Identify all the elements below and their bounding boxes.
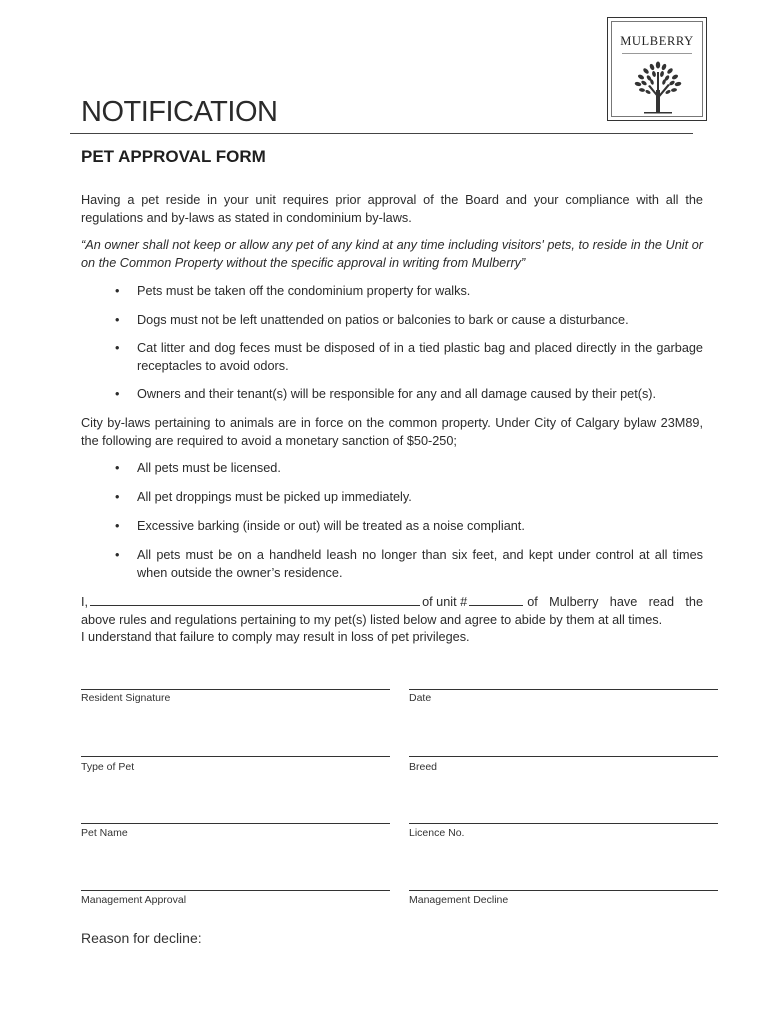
resident-signature-field[interactable]: [81, 689, 390, 690]
resident-signature-label: Resident Signature: [81, 692, 171, 704]
city-rule-text: All pets must be licensed.: [137, 461, 281, 475]
rule-text: Owners and their tenant(s) will be responsible for any and all damage caused by their pet(s).: [137, 387, 657, 401]
type-of-pet-label: Type of Pet: [81, 761, 135, 773]
management-decline-field[interactable]: [409, 890, 718, 891]
bullet-icon: •: [115, 341, 120, 355]
rule-item: [81, 312, 703, 330]
licence-no-label: Licence No.: [409, 827, 465, 839]
reason-for-decline-label: Reason for decline:: [81, 930, 202, 946]
agreement-paragraph: [81, 593, 703, 647]
tree-icon: [630, 58, 686, 116]
city-rule-item: [81, 547, 703, 582]
logo-text: MULBERRY: [620, 34, 694, 48]
bullet-icon: •: [115, 519, 120, 533]
mulberry-logo: [607, 17, 707, 121]
city-bylaws-paragraph: City by-laws pertaining to animals are in force on the common property. Under City of Calgary bylaw 23M89, the following are required to avoid a monetary sanction of $50-250;: [81, 416, 703, 448]
bullet-icon: •: [115, 461, 120, 475]
agreement-suffix: of Mulberry have read the: [527, 595, 703, 609]
rule-item: [81, 283, 703, 301]
type-of-pet-field[interactable]: [81, 756, 390, 757]
rule-item: [81, 386, 703, 404]
title-divider: [70, 133, 693, 134]
agreement-prefix: I,: [81, 595, 89, 609]
bylaw-quote: “An owner shall not keep or allow any pet of any kind at any time including visitors' pets, to reside in the Unit or on the Common Property without the specific approval in writing from Mulberry”: [81, 238, 703, 270]
city-rule-item: [81, 518, 703, 536]
management-approval-field[interactable]: [81, 890, 390, 891]
agreement-line-2: above rules and regulations pertaining to my pet(s) listed below and agree to abide by them at all times.: [81, 612, 663, 627]
city-rule-item: [81, 460, 703, 478]
date-field[interactable]: [409, 689, 718, 690]
agreement-line-3: I understand that failure to comply may result in loss of pet privileges.: [81, 630, 470, 644]
breed-field[interactable]: [409, 756, 718, 757]
rule-text: Dogs must not be left unattended on patios or balconies to bark or cause a disturbance.: [137, 313, 629, 327]
intro-paragraph: Having a pet reside in your unit requires prior approval of the Board and your compliance with all the regulations and by-laws as stated in condominium by-laws.: [81, 193, 703, 225]
rule-text: Cat litter and dog feces must be disposed of in a tied plastic bag and placed directly in the garbage receptacles to avoid odors.: [137, 341, 703, 373]
licence-no-field[interactable]: [409, 823, 718, 824]
bullet-icon: •: [115, 548, 120, 562]
pet-name-label: Pet Name: [81, 827, 128, 839]
city-rule-text: All pets must be on a handheld leash no longer than six feet, and kept under control at all times when outside the owner’s residence.: [137, 548, 703, 580]
bullet-icon: •: [115, 284, 120, 298]
logo-divider: [622, 53, 692, 54]
form-title: PET APPROVAL FORM: [81, 147, 266, 166]
breed-label: Breed: [409, 761, 438, 773]
pet-name-field[interactable]: [81, 823, 390, 824]
owner-name-field[interactable]: [90, 593, 420, 606]
city-rule-item: [81, 489, 703, 507]
date-label: Date: [409, 692, 432, 704]
city-rule-text: Excessive barking (inside or out) will be treated as a noise compliant.: [137, 519, 525, 533]
bullet-icon: •: [115, 490, 120, 504]
rule-item: [81, 340, 703, 375]
bullet-icon: •: [115, 313, 120, 327]
management-approval-label: Management Approval: [81, 894, 187, 906]
management-decline-label: Management Decline: [409, 894, 509, 906]
agreement-unit-text: of unit #: [422, 595, 468, 609]
unit-number-field[interactable]: [469, 593, 523, 606]
city-rule-text: All pet droppings must be picked up immediately.: [137, 490, 412, 504]
page-title: NOTIFICATION: [81, 96, 278, 128]
rule-text: Pets must be taken off the condominium property for walks.: [137, 284, 471, 298]
bullet-icon: •: [115, 387, 120, 401]
